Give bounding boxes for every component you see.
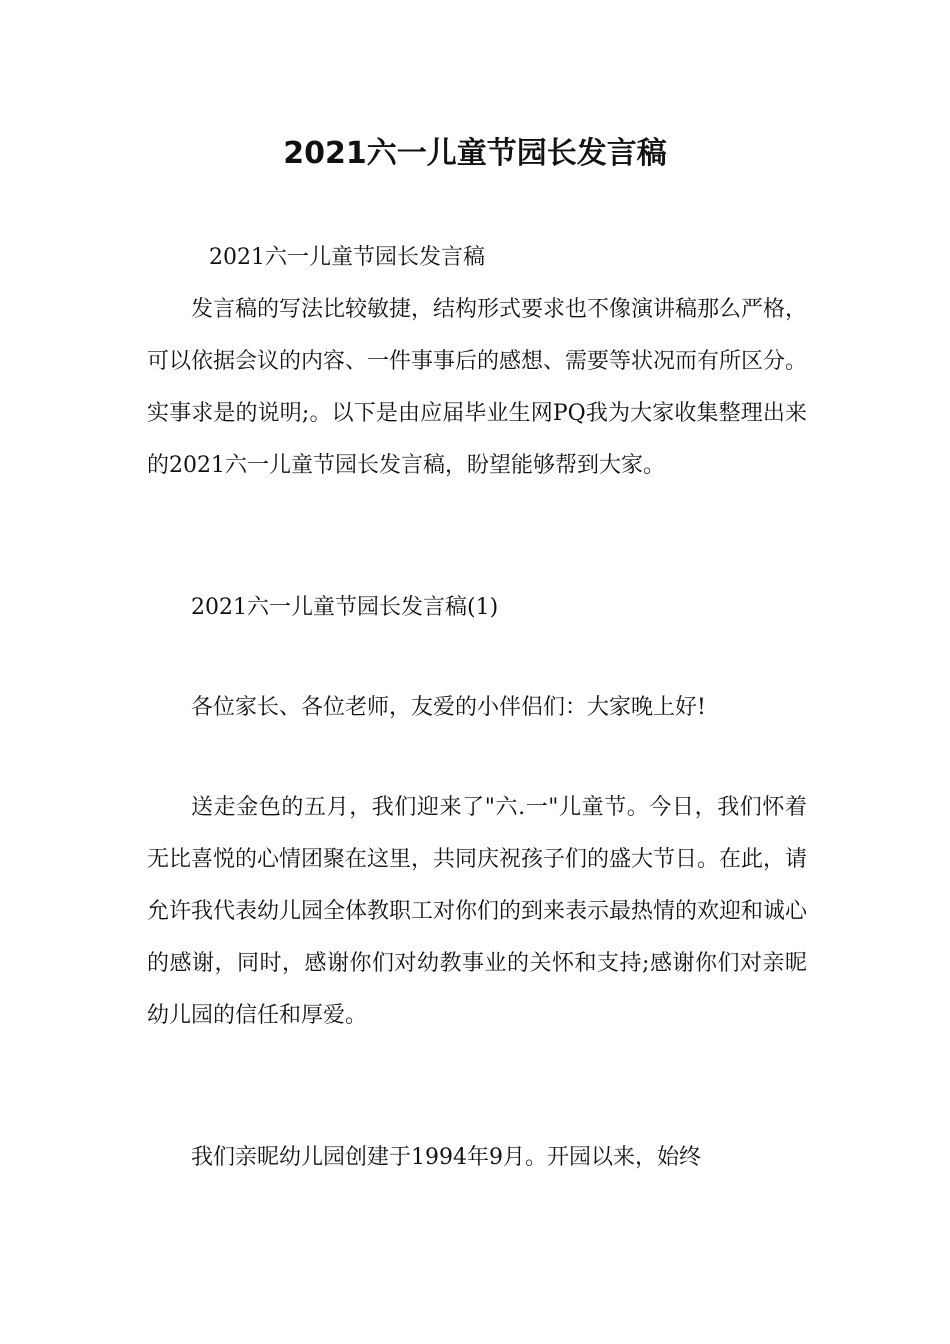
welcome-paragraph: 送走金色的五月，我们迎来了"六.一"儿童节。今日，我们怀着无比喜悦的心情团聚在这里，共同庆祝孩子们的盛大节日。在此，请允许我代表幼儿园全体教职工对你们的到来表示最热情的欢迎和诚心的感谢，同时，感谢你们对幼教事业的关怀和支持;感谢你们对亲昵幼儿园的信任和厚爱。 [147,795,808,1028]
document-title: 2021六一儿童节园长发言稿 [283,136,667,171]
intro-paragraph: 发言稿的写法比较敏捷，结构形式要求也不像演讲稿那么严格，可以依据会议的内容、一件事事后的感想、需要等状况而有所区分。实事求是的说明;。以下是由应届毕业生网PQ我为大家收集整理出来的2021六一儿童节园长发言稿，盼望能够帮到大家。 [147,297,808,478]
section-heading: 2021六一儿童节园长发言稿(1) [191,595,499,620]
document-subtitle: 2021六一儿童节园长发言稿 [209,245,485,270]
greeting-paragraph: 各位家长、各位老师，友爱的小伴侣们：大家晚上好! [191,695,706,720]
history-paragraph: 我们亲昵幼儿园创建于1994年9月。开园以来，始终 [191,1145,701,1170]
